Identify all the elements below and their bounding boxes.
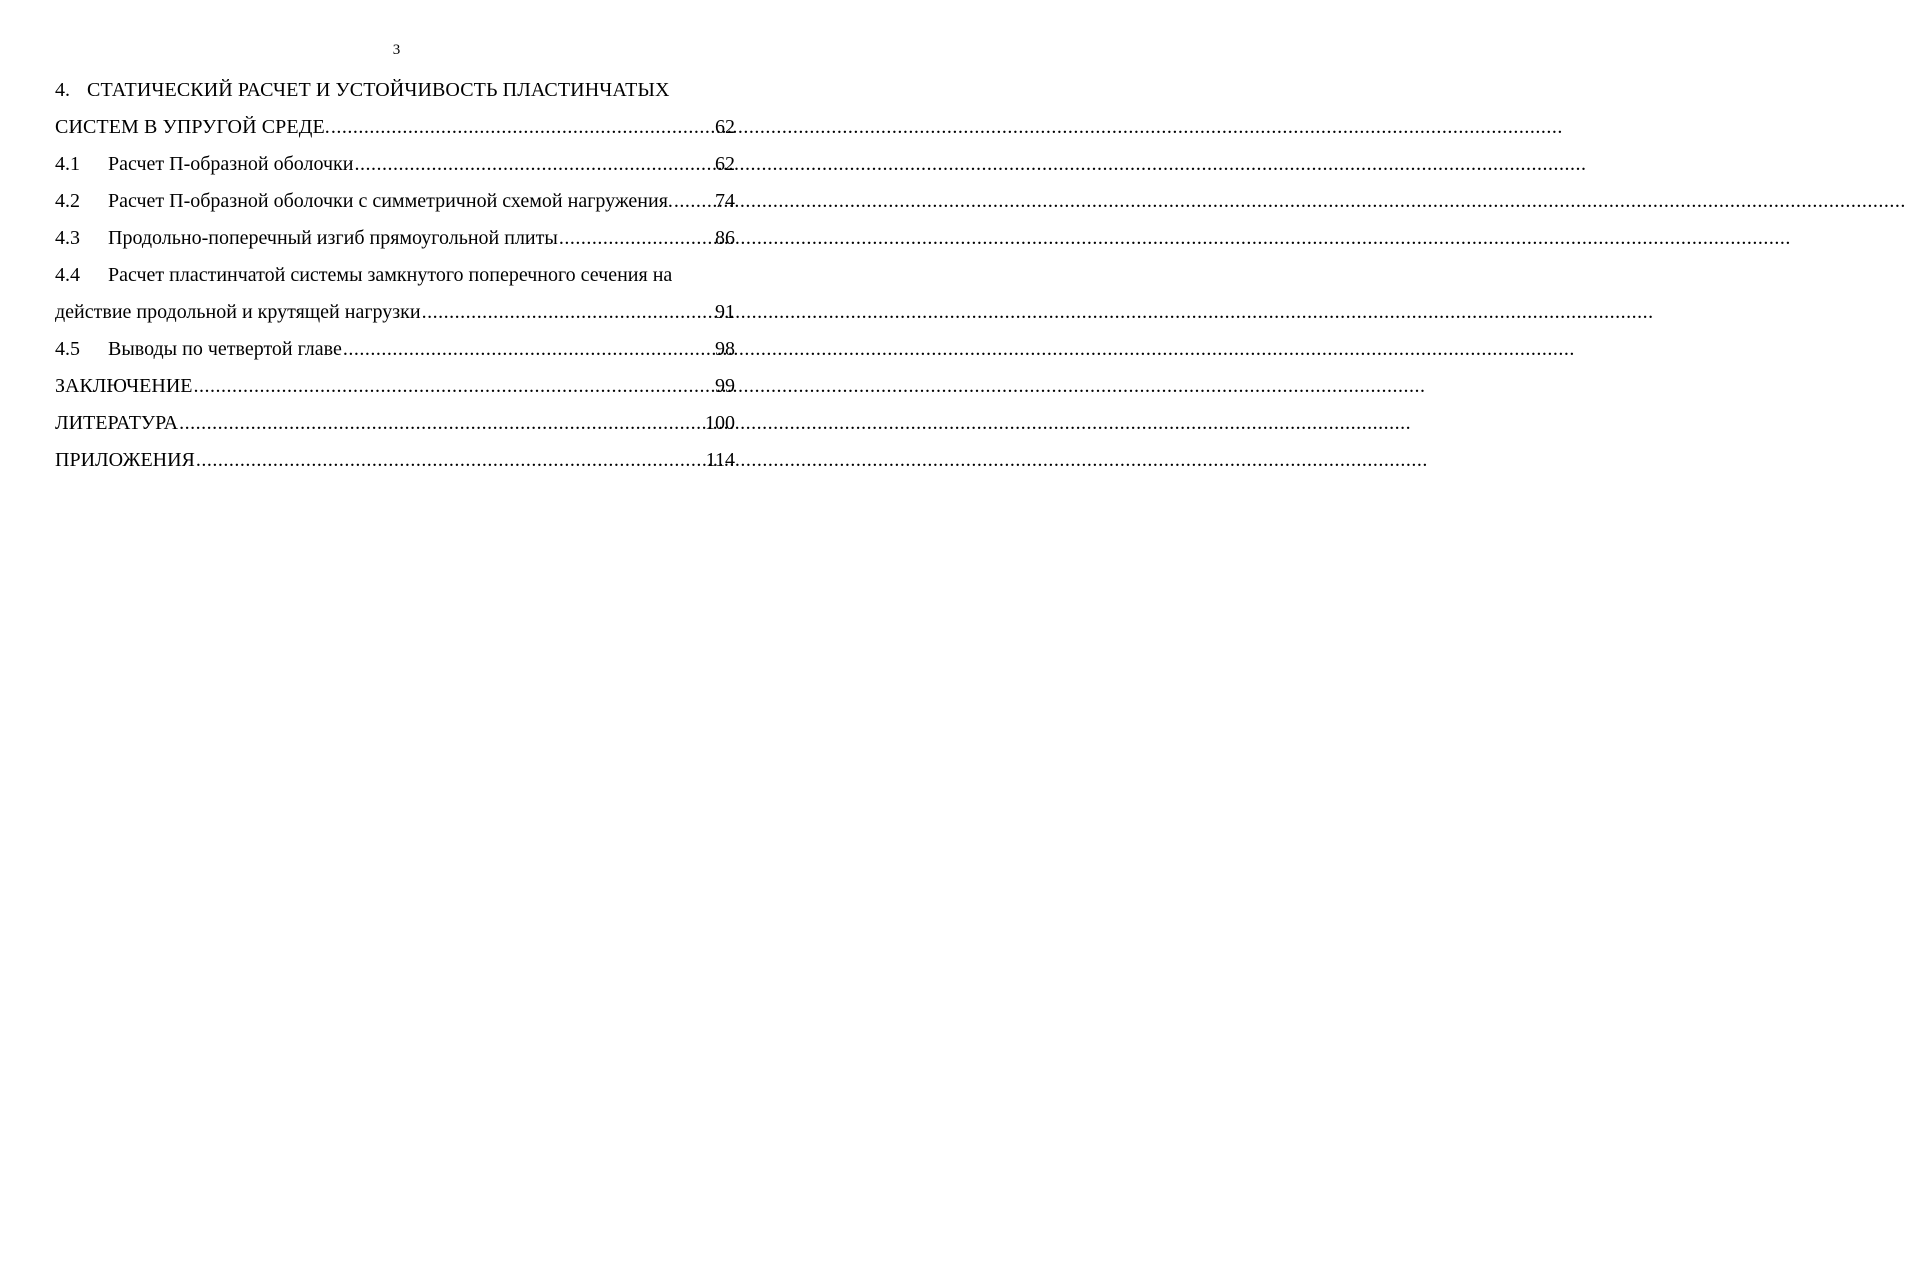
toc-section-number: 4.1 [55,153,80,175]
toc-page-number: 114 [705,449,735,471]
toc-page-number: 99 [715,375,735,397]
toc-section-number: 4.3 [55,227,80,249]
toc-section-title: Расчет П-образной оболочки с симметричной схемой нагружения. [108,190,673,212]
toc-page-number: 74 [715,190,735,212]
toc-section-title-line2: действие продольной и крутящей нагрузки [55,301,421,323]
dot-leader [343,331,714,368]
toc-appendices-title: ПРИЛОЖЕНИЯ [55,449,195,471]
toc-chapter-4-title [55,72,735,109]
toc-chapter-title-line2: СИСТЕМ В УПРУГОЙ СРЕДЕ. [55,116,330,138]
toc-page-number: 91 [715,301,735,323]
toc-literature-title: ЛИТЕРАТУРА [55,412,179,434]
toc-entry-4-2[interactable] [55,183,735,220]
toc-page-number: 62 [715,153,735,175]
toc-chapter-number: 4. [55,79,70,101]
toc-entry-4-3[interactable] [55,220,735,257]
dot-leader [196,442,705,479]
dot-leader [193,368,714,405]
toc-section-title: Продольно-поперечный изгиб прямоугольной плиты [108,227,558,249]
toc-entry-literature[interactable] [55,405,735,442]
toc-entry-4-4-line1 [55,257,735,294]
toc-chapter-title-line1: СТАТИЧЕСКИЙ РАСЧЕТ И УСТОЙЧИВОСТЬ ПЛАСТИНЧАТЫХ [87,79,670,101]
toc-page-number: 86 [715,227,735,249]
toc-entry-4-1[interactable] [55,146,735,183]
toc-section-number: 4.5 [55,338,80,360]
toc-section-title-line1: Расчет пластинчатой системы замкнутого поперечного сечения на [108,264,673,286]
toc-conclusion-title: ЗАКЛЮЧЕНИЕ [55,375,193,397]
dot-leader [354,146,714,183]
toc-page-number: 62 [715,116,735,138]
toc-page-number: 100 [705,412,735,434]
toc-chapter-4-entry[interactable] [55,109,735,146]
toc-entry-conclusion[interactable] [55,368,735,405]
toc-entry-appendices[interactable] [55,442,735,479]
page-number: 3 [392,42,401,58]
toc-entry-4-4[interactable] [55,294,735,331]
table-of-contents [55,72,735,479]
dot-leader [422,294,714,331]
toc-entry-4-5[interactable] [55,331,735,368]
dot-leader [674,183,714,220]
toc-section-number: 4.2 [55,190,80,212]
dot-leader [331,109,714,146]
dot-leader [559,220,714,257]
toc-section-number: 4.4 [55,264,80,286]
toc-page-number: 98 [715,338,735,360]
dot-leader [179,405,704,442]
toc-section-title: Расчет П-образной оболочки [108,153,354,175]
toc-section-title: Выводы по четвертой главе [108,338,342,360]
